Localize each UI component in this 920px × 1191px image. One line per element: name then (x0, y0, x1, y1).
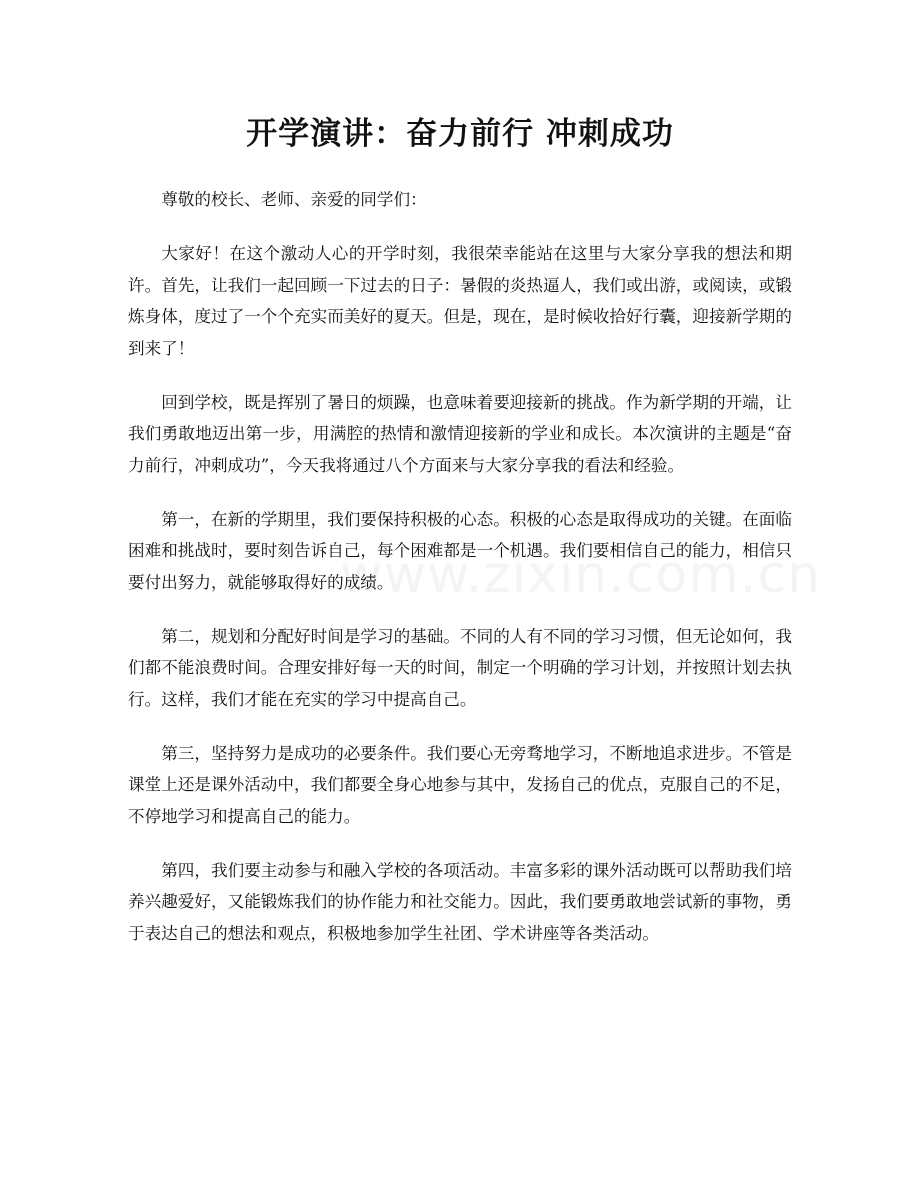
body-paragraph: 回到学校，既是挥别了暑日的烦躁，也意味着要迎接新的挑战。作为新学期的开端，让我们勇敢地迈出第一步，用满腔的热情和激情迎接新的学业和成长。本次演讲的主题是“奋力前行，冲刺成功”，今天我将通过八个方面来与大家分享我的看法和经验。 (128, 392, 792, 475)
document-body (128, 184, 792, 972)
body-paragraph: 大家好！在这个激动人心的开学时刻，我很荣幸能站在这里与大家分享我的想法和期许。首先，让我们一起回顾一下过去的日子：暑假的炎热逼人，我们或出游，或阅读，或锻炼身体，度过了一个个充实而美好的夏天。但是，现在，是时候收拾好行囊，迎接新学期的到来了！ (128, 244, 792, 358)
document-title: 开学演讲：奋力前行 冲刺成功 (246, 116, 674, 152)
body-paragraph: 第二，规划和分配好时间是学习的基础。不同的人有不同的学习习惯，但无论如何，我们都不能浪费时间。合理安排好每一天的时间，制定一个明确的学习计划，并按照计划去执行。这样，我们才能在充实的学习中提高自己。 (128, 626, 792, 709)
body-paragraph: 第一，在新的学期里，我们要保持积极的心态。积极的心态是取得成功的关键。在面临困难和挑战时，要时刻告诉自己，每个困难都是一个机遇。我们要相信自己的能力，相信只要付出努力，就能够取得好的成绩。 (128, 509, 792, 592)
body-paragraph: 第四，我们要主动参与和融入学校的各项活动。丰富多彩的课外活动既可以帮助我们培养兴趣爱好，又能锻炼我们的协作能力和社交能力。因此，我们要勇敢地尝试新的事物，勇于表达自己的想法和观点，积极地参加学生社团、学术讲座等各类活动。 (128, 860, 792, 943)
salutation-paragraph: 尊敬的校长、老师、亲爱的同学们： (161, 190, 427, 209)
body-paragraph: 第三，坚持努力是成功的必要条件。我们要心无旁骛地学习，不断地追求进步。不管是课堂上还是课外活动中，我们都要全身心地参与其中，发扬自己的优点，克服自己的不足，不停地学习和提高自己的能力。 (128, 743, 792, 826)
